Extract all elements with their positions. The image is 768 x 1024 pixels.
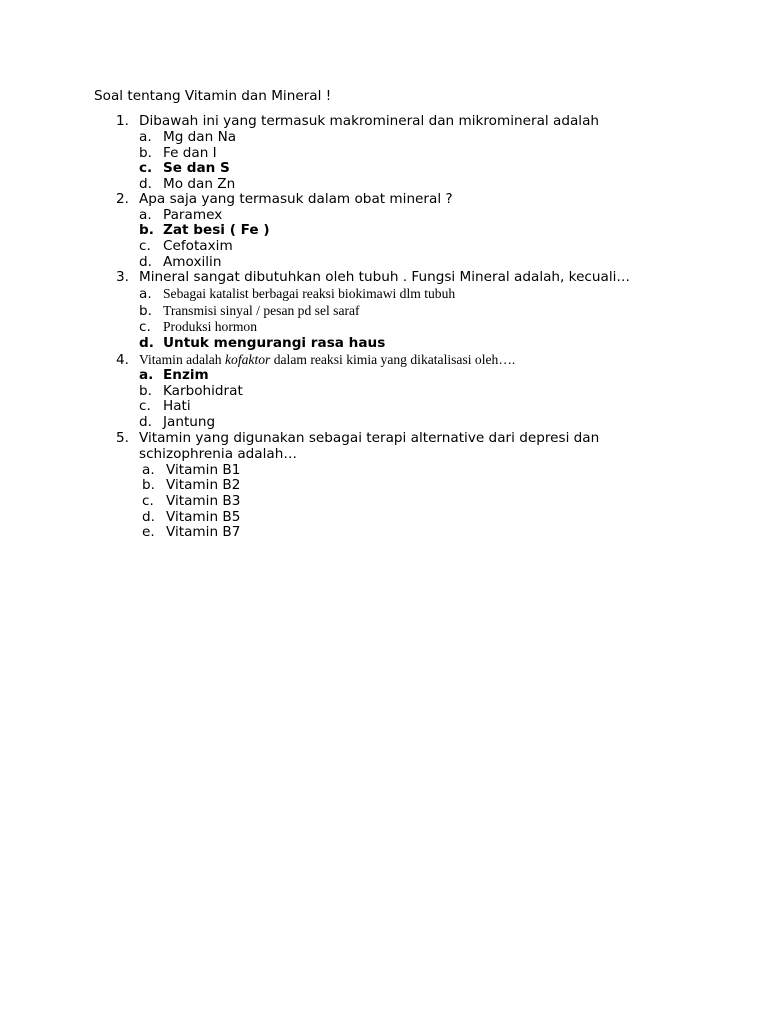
document-title: Soal tentang Vitamin dan Mineral ! <box>94 88 332 104</box>
option-letter: b. <box>139 383 152 399</box>
option-letter-answer: a. <box>139 367 154 383</box>
option-text: Vitamin B5 <box>166 509 241 525</box>
option-text-answer: Se dan S <box>163 160 230 176</box>
option-text: Mo dan Zn <box>163 176 236 192</box>
option-letter-answer: d. <box>139 335 154 351</box>
question-text-before: Vitamin adalah <box>139 352 226 367</box>
question-text: Mineral sangat dibutuhkan oleh tubuh . Fungsi Mineral adalah, kecuali… <box>139 269 631 285</box>
option-letter: c. <box>142 493 154 509</box>
option-text: Karbohidrat <box>163 383 243 399</box>
option-text: Produksi hormon <box>163 319 258 334</box>
option-text: Vitamin B2 <box>166 477 241 493</box>
option-text-answer: Zat besi ( Fe ) <box>163 222 270 238</box>
option-letter: c. <box>139 238 151 254</box>
option-letter: c. <box>139 319 151 335</box>
option-letter-answer: b. <box>139 222 154 238</box>
option-letter: e. <box>142 524 155 540</box>
option-letter-answer: c. <box>139 160 153 176</box>
option-text: Jantung <box>163 414 216 430</box>
option-letter: a. <box>139 286 152 302</box>
option-text: Fe dan I <box>163 145 217 161</box>
option-text: Transmisi sinyal / pesan pd sel saraf <box>163 303 360 318</box>
option-letter: d. <box>139 176 152 192</box>
question-text: Dibawah ini yang termasuk makromineral dan mikromineral adalah <box>139 113 600 129</box>
option-letter: b. <box>139 303 152 319</box>
option-letter: c. <box>139 398 151 414</box>
option-text: Amoxilin <box>163 254 222 270</box>
option-letter: a. <box>139 207 152 223</box>
option-text: Vitamin B3 <box>166 493 241 509</box>
option-letter: a. <box>142 462 155 478</box>
option-text-answer: Untuk mengurangi rasa haus <box>163 335 386 351</box>
option-text: Hati <box>163 398 191 414</box>
option-text: Vitamin B1 <box>166 462 241 478</box>
question-text-italic: kofaktor <box>225 352 271 367</box>
question-text-after: dalam reaksi kimia yang dikatalisasi oleh…. <box>270 352 516 367</box>
option-text-answer: Enzim <box>163 367 209 383</box>
option-letter: b. <box>142 477 155 493</box>
option-letter: d. <box>139 414 152 430</box>
question-text: Apa saja yang termasuk dalam obat mineral ? <box>139 191 453 207</box>
option-letter: a. <box>139 129 152 145</box>
question-text <box>139 352 515 368</box>
option-text: Sebagai katalist berbagai reaksi biokimawi dlm tubuh <box>163 286 456 301</box>
option-text: Vitamin B7 <box>166 524 241 540</box>
question-number: 4. <box>116 352 129 368</box>
option-letter: d. <box>142 509 155 525</box>
question-text: Vitamin yang digunakan sebagai terapi alternative dari depresi dan <box>139 430 600 446</box>
option-letter: d. <box>139 254 152 270</box>
option-text: Paramex <box>163 207 223 223</box>
question-text-line2: schizophrenia adalah… <box>139 446 297 462</box>
option-text: Cefotaxim <box>163 238 233 254</box>
question-number: 1. <box>116 113 129 129</box>
question-number: 5. <box>116 430 129 446</box>
option-text: Mg dan Na <box>163 129 237 145</box>
option-letter: b. <box>139 145 152 161</box>
question-number: 3. <box>116 269 129 285</box>
question-number: 2. <box>116 191 129 207</box>
